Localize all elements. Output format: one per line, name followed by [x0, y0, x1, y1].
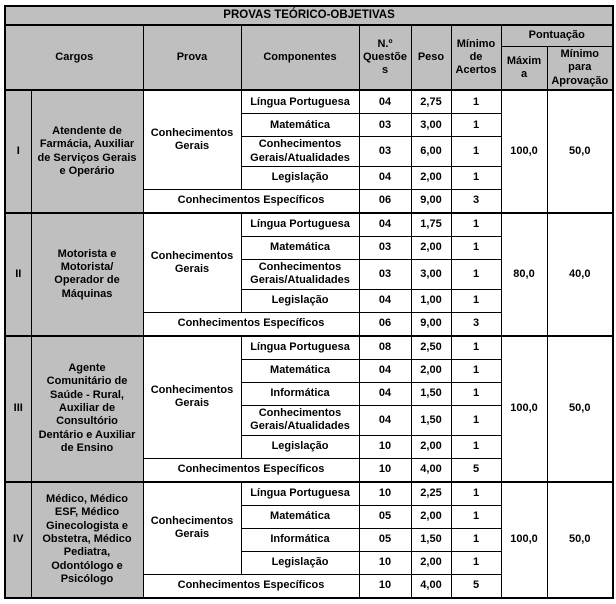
cell-minimo-acertos: 1 [451, 435, 501, 458]
provas-teorico-objetivas-table [4, 5, 614, 599]
cell-questoes: 04 [359, 382, 411, 405]
header-peso: Peso [411, 25, 451, 90]
cell-prova: Conhecimentos Gerais [143, 213, 241, 312]
cell-maxima: 80,0 [501, 213, 547, 336]
cell-componente: Conhecimentos Gerais/Atualidades [241, 137, 359, 167]
cell-peso: 9,00 [411, 190, 451, 214]
cell-minimo-acertos: 1 [451, 137, 501, 167]
cell-questoes: 03 [359, 137, 411, 167]
cell-minimo-acertos: 3 [451, 190, 501, 214]
cell-peso: 4,00 [411, 458, 451, 482]
cell-minimo-acertos: 5 [451, 574, 501, 598]
cell-componente: Legislação [241, 289, 359, 312]
cell-especificos: Conhecimentos Específicos [143, 458, 359, 482]
cell-minimo-acertos: 1 [451, 260, 501, 290]
cell-questoes: 04 [359, 167, 411, 190]
cell-minimo-acertos: 1 [451, 528, 501, 551]
cell-prova: Conhecimentos Gerais [143, 482, 241, 575]
cell-peso: 2,50 [411, 336, 451, 360]
cell-questoes: 10 [359, 435, 411, 458]
cell-minimo-acertos: 1 [451, 551, 501, 574]
cell-minimo-acertos: 1 [451, 167, 501, 190]
cell-cargo: Agente Comunitário de Saúde - Rural, Auxiliar de Consultório Dentário e Auxiliar de Ensino [31, 336, 143, 482]
cell-questoes: 04 [359, 405, 411, 435]
table-row [5, 90, 613, 114]
cell-questoes: 10 [359, 551, 411, 574]
cell-minimo-acertos: 1 [451, 359, 501, 382]
cell-minimo-acertos: 1 [451, 289, 501, 312]
cell-peso: 2,75 [411, 90, 451, 114]
cell-peso: 2,00 [411, 551, 451, 574]
cell-questoes: 04 [359, 289, 411, 312]
cell-minimo-acertos: 1 [451, 505, 501, 528]
cell-minimo-aprovacao: 50,0 [547, 90, 613, 213]
cell-numeral: IV [5, 482, 31, 598]
cell-questoes: 08 [359, 336, 411, 360]
cell-minimo-acertos: 1 [451, 405, 501, 435]
cell-peso: 1,50 [411, 528, 451, 551]
cell-questoes: 04 [359, 359, 411, 382]
cell-questoes: 10 [359, 458, 411, 482]
cell-prova: Conhecimentos Gerais [143, 336, 241, 458]
cell-componente: Legislação [241, 435, 359, 458]
table-row [5, 482, 613, 506]
cell-peso: 3,00 [411, 114, 451, 137]
cell-componente: Matemática [241, 114, 359, 137]
cell-questoes: 05 [359, 528, 411, 551]
cell-componente: Informática [241, 528, 359, 551]
cell-componente: Matemática [241, 505, 359, 528]
cell-componente: Língua Portuguesa [241, 90, 359, 114]
cell-cargo: Atendente de Farmácia, Auxiliar de Serviços Gerais e Operário [31, 90, 143, 213]
cell-minimo-acertos: 1 [451, 213, 501, 237]
cell-peso: 6,00 [411, 137, 451, 167]
cell-questoes: 03 [359, 114, 411, 137]
cell-componente: Matemática [241, 359, 359, 382]
cell-minimo-acertos: 5 [451, 458, 501, 482]
cell-questoes: 03 [359, 260, 411, 290]
cell-questoes: 05 [359, 505, 411, 528]
header-num-questoes: N.º Questões [359, 25, 411, 90]
cell-especificos: Conhecimentos Específicos [143, 312, 359, 336]
cell-componente: Língua Portuguesa [241, 336, 359, 360]
cell-cargo: Médico, Médico ESF, Médico Ginecologista e Obstetra, Médico Pediatra, Odontólogo e Psicólogo [31, 482, 143, 598]
cell-peso: 2,00 [411, 359, 451, 382]
cell-questoes: 10 [359, 482, 411, 506]
cell-numeral: I [5, 90, 31, 213]
header-row-1 [5, 25, 613, 47]
cell-questoes: 06 [359, 312, 411, 336]
cell-componente: Conhecimentos Gerais/Atualidades [241, 260, 359, 290]
cell-peso: 3,00 [411, 260, 451, 290]
cell-minimo-aprovacao: 40,0 [547, 213, 613, 336]
cell-peso: 2,00 [411, 167, 451, 190]
cell-prova: Conhecimentos Gerais [143, 90, 241, 189]
header-pontuacao: Pontuação [501, 25, 613, 47]
cell-minimo-acertos: 3 [451, 312, 501, 336]
table-title-row [5, 6, 613, 25]
cell-componente: Matemática [241, 237, 359, 260]
cell-maxima: 100,0 [501, 336, 547, 482]
table-row [5, 213, 613, 237]
cell-especificos: Conhecimentos Específicos [143, 190, 359, 214]
header-minimo-aprovacao: Mínimo para Aprovação [547, 47, 613, 91]
cell-maxima: 100,0 [501, 482, 547, 598]
cell-minimo-aprovacao: 50,0 [547, 336, 613, 482]
cell-peso: 2,00 [411, 505, 451, 528]
cell-peso: 1,75 [411, 213, 451, 237]
cell-componente: Língua Portuguesa [241, 482, 359, 506]
header-prova: Prova [143, 25, 241, 90]
cell-peso: 2,00 [411, 237, 451, 260]
cell-questoes: 10 [359, 574, 411, 598]
cell-numeral: III [5, 336, 31, 482]
cell-componente: Legislação [241, 167, 359, 190]
cell-peso: 2,00 [411, 435, 451, 458]
cell-maxima: 100,0 [501, 90, 547, 213]
cell-questoes: 03 [359, 237, 411, 260]
cell-componente: Legislação [241, 551, 359, 574]
cell-minimo-acertos: 1 [451, 482, 501, 506]
cell-questoes: 04 [359, 90, 411, 114]
cell-peso: 1,00 [411, 289, 451, 312]
cell-peso: 1,50 [411, 382, 451, 405]
cell-peso: 9,00 [411, 312, 451, 336]
header-maxima: Máxima [501, 47, 547, 91]
table-title: PROVAS TEÓRICO-OBJETIVAS [5, 6, 613, 25]
cell-especificos: Conhecimentos Específicos [143, 574, 359, 598]
table-row [5, 336, 613, 360]
cell-peso: 4,00 [411, 574, 451, 598]
cell-componente: Informática [241, 382, 359, 405]
header-componentes: Componentes [241, 25, 359, 90]
cell-componente: Conhecimentos Gerais/Atualidades [241, 405, 359, 435]
cell-cargo: Motorista e Motorista/ Operador de Máquinas [31, 213, 143, 336]
cell-minimo-acertos: 1 [451, 336, 501, 360]
header-cargos: Cargos [5, 25, 143, 90]
cell-minimo-acertos: 1 [451, 90, 501, 114]
cell-questoes: 06 [359, 190, 411, 214]
cell-minimo-acertos: 1 [451, 237, 501, 260]
cell-peso: 2,25 [411, 482, 451, 506]
cell-questoes: 04 [359, 213, 411, 237]
cell-minimo-acertos: 1 [451, 114, 501, 137]
cell-numeral: II [5, 213, 31, 336]
cell-minimo-acertos: 1 [451, 382, 501, 405]
cell-componente: Língua Portuguesa [241, 213, 359, 237]
cell-peso: 1,50 [411, 405, 451, 435]
cell-minimo-aprovacao: 50,0 [547, 482, 613, 598]
header-minimo-acertos: Mínimo de Acertos [451, 25, 501, 90]
